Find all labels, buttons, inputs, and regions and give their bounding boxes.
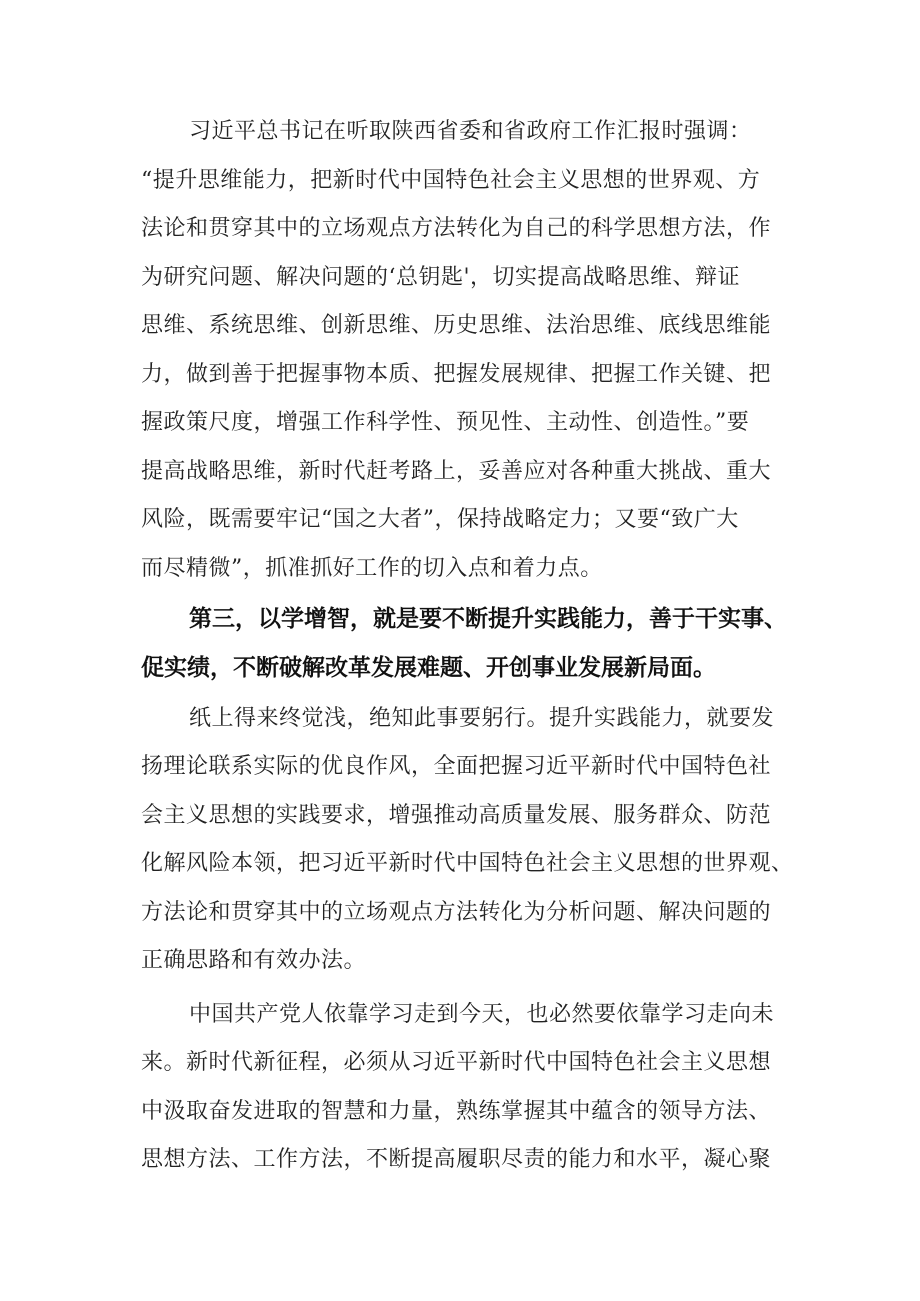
- paragraph-4-line-3: 中汲取奋发进取的智慧和力量，熟练掌握其中蕴含的领导方法、: [141, 1099, 772, 1124]
- paragraph-2-line-1: 第三，以学增智，就是要不断提升实践能力，善于干实事、: [189, 606, 787, 632]
- paragraph-3-line-3: 会主义思想的实践要求，增强推动高质量发展、服务群众、防范: [141, 803, 772, 828]
- paragraph-2-line-2: 促实绩，不断破解改革发展难题、开创事业发展新局面。: [141, 655, 716, 681]
- paragraph-1-line-1: 习近平总书记在听取陕西省委和省政府工作汇报时强调：: [189, 119, 752, 144]
- paragraph-3-line-4: 化解风险本领，把习近平新时代中国特色社会主义思想的世界观、: [141, 851, 794, 876]
- paragraph-1-line-3: 法论和贯穿其中的立场观点方法转化为自己的科学思想方法，作: [141, 216, 772, 241]
- paragraph-3-line-1: 纸上得来终觉浅，绝知此事要躬行。提升实践能力，就要发: [189, 706, 775, 731]
- paragraph-3-line-5: 方法论和贯穿其中的立场观点方法转化为分析问题、解决问题的: [141, 900, 772, 925]
- paragraph-1-line-7: 握政策尺度，增强工作科学性、预见性、主动性、创造性。”要: [141, 410, 750, 435]
- paragraph-1-line-8: 提高战略思维，新时代赶考路上，妥善应对各种重大挑战、重大: [141, 459, 772, 484]
- paragraph-1-line-2: “提升思维能力，把新时代中国特色社会主义思想的世界观、方: [141, 168, 761, 193]
- paragraph-4-line-4: 思想方法、工作方法，不断提高履职尽责的能力和水平，凝心聚: [141, 1147, 772, 1172]
- paragraph-1-line-6: 力，做到善于把握事物本质、把握发展规律、把握工作关键、把: [141, 362, 772, 387]
- paragraph-3-line-6: 正确思路和有效办法。: [141, 948, 367, 973]
- paragraph-1-line-10: 而尽精微”，抓准抓好工作的切入点和着力点。: [141, 556, 603, 581]
- paragraph-3-line-2: 扬理论联系实际的优良作风，全面把握习近平新时代中国特色社: [141, 754, 772, 779]
- paragraph-4-line-2: 来。新时代新征程，必须从习近平新时代中国特色社会主义思想: [141, 1050, 772, 1075]
- paragraph-1-line-4: 为研究问题、解决问题的‘总钥匙'，切实提高战略思维、辩证: [141, 265, 741, 290]
- paragraph-1-line-9: 风险，既需要牢记“国之大者”，保持战略定力；又要“致广大: [141, 507, 739, 532]
- paragraph-4-line-1: 中国共产党人依靠学习走到今天，也必然要依靠学习走向未: [189, 1002, 775, 1027]
- paragraph-1-line-5: 思维、系统思维、创新思维、历史思维、法治思维、底线思维能: [141, 313, 772, 338]
